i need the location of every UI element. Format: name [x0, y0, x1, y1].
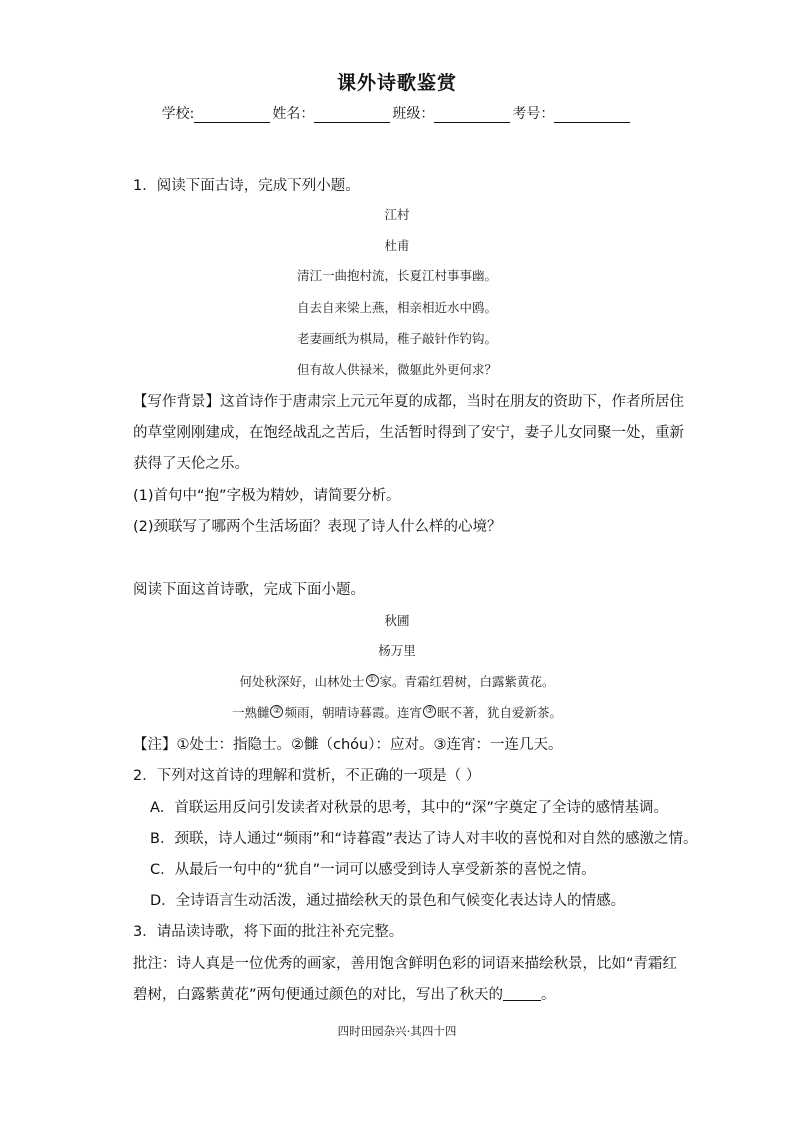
q1-poem-line: 自去自来梁上燕，相亲相近水中鸥。: [296, 300, 497, 315]
name-label: 姓名：: [272, 106, 315, 122]
q2-poem-line-1: 何处秋深好，山林处士 ① 家。青霜红碧树，白露紫黄花。: [239, 674, 555, 689]
exam-no-label: 考号：: [512, 106, 555, 122]
footnote-marker-1: ①: [366, 674, 379, 687]
answer-blank[interactable]: [503, 986, 541, 1001]
q3-comment-line: 批注：诗人真是一位优秀的画家，善用饱含鲜明色彩的词语来描绘秋景，比如“青霜红: [133, 956, 678, 972]
q3-stem: 3．请品读诗歌，将下面的批注补充完整。: [133, 924, 404, 940]
footnote-marker-2: ②: [270, 705, 283, 718]
q2-poem-author: 杨万里: [378, 643, 416, 658]
class-blank[interactable]: [434, 108, 510, 123]
q1-poem-line: 清江一曲抱村流，长夏江村事事幽。: [296, 268, 497, 283]
q2-option-c[interactable]: C．从最后一句中的“犹自”一词可以感受到诗人享受新茶的喜悦之情。: [150, 862, 596, 878]
q1-prompt: 1．阅读下面古诗，完成下列小题。: [133, 178, 360, 194]
class-field[interactable]: [392, 103, 512, 123]
q2-stem: 2．下列对这首诗的理解和赏析，不正确的一项是（ ）: [133, 768, 481, 784]
exam-no-field[interactable]: [512, 103, 632, 123]
q1-background-line: 的草堂刚刚建成，在饱经战乱之苦后，生活暂时得到了安宁，妻子儿女同聚一处，重新: [133, 425, 684, 441]
page-title: 课外诗歌鉴赏: [336, 72, 457, 94]
school-field[interactable]: [162, 103, 273, 123]
class-label: 班级：: [392, 106, 435, 122]
student-info-row: [0, 103, 794, 123]
q2-option-b[interactable]: B．颈联，诗人通过“频雨”和“诗暮霞”表达了诗人对丰收的喜悦和对自然的感激之情。: [150, 831, 698, 847]
q1-poem-title: 江村: [384, 207, 410, 222]
school-label: 学校:: [161, 106, 195, 122]
q1-background-line: 【写作背景】这首诗作于唐肃宗上元元年夏的成都，当时在朋友的资助下，作者所居住: [133, 394, 684, 410]
q2-notes: 【注】①处士：指隐士。②雠（chóu）：应对。③连宵：一连几天。: [133, 737, 563, 753]
footnote-marker-3: ③: [423, 705, 436, 718]
q2-poem-title: 秋圃: [384, 613, 410, 628]
q1-poem-author: 杜甫: [384, 238, 410, 253]
q1-poem-line: 但有故人供禄米，微躯此外更何求？: [296, 362, 497, 377]
name-field[interactable]: [272, 103, 392, 123]
exam-no-blank[interactable]: [554, 108, 630, 123]
school-blank[interactable]: [194, 108, 270, 123]
name-blank[interactable]: [314, 108, 390, 123]
q2-poem-line-2: 一熟雠 ② 频雨，朝晴诗暮霞。连宵 ③ 眠不著，犹自爱新茶。: [231, 705, 563, 720]
q1-poem-line: 老妻画纸为棋局，稚子敲针作钓钩。: [296, 331, 497, 346]
q1-sub1: (1)首句中“抱”字极为精妙，请简要分析。: [133, 488, 401, 504]
q1-background-line: 获得了天伦之乐。: [133, 456, 249, 472]
q2-option-a[interactable]: A．首联运用反问引发读者对秋景的思考，其中的“深”字奠定了全诗的感情基调。: [150, 800, 668, 816]
q2-option-d[interactable]: D．全诗语言生动活泼，通过描绘秋天的景色和气候变化表达诗人的情感。: [150, 893, 626, 909]
q3-comment-line-2: 碧树，白露紫黄花”两句便通过颜色的对比，写出了秋天的 。: [133, 987, 556, 1003]
q1-sub2: (2)颈联写了哪两个生活场面？表现了诗人什么样的心境？: [133, 519, 502, 535]
page-footer: 四时田园杂兴·其四十四: [337, 1024, 457, 1038]
q2-intro-prompt: 阅读下面这首诗歌，完成下面小题。: [133, 582, 365, 598]
